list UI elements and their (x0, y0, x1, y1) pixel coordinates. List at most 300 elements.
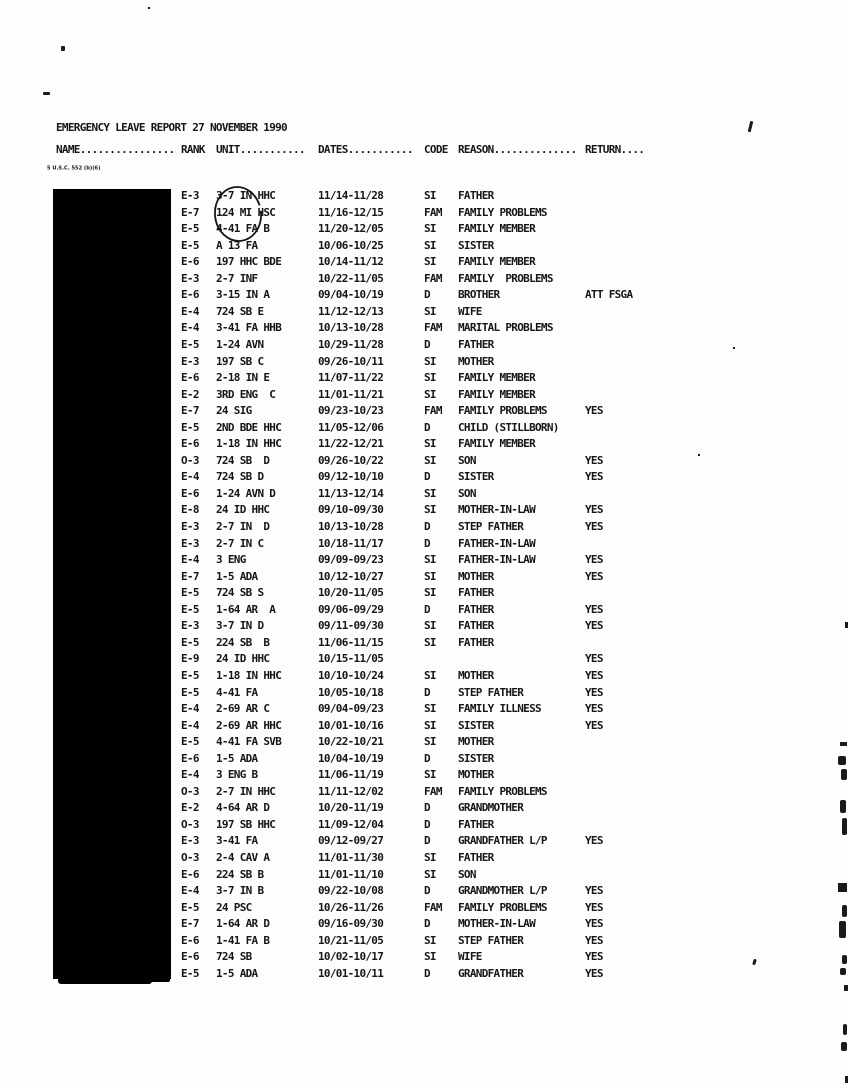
cell-rank: E-3 (181, 354, 199, 368)
cell-unit: 3RD ENG C (216, 387, 276, 401)
cell-reason: WIFE (458, 304, 482, 318)
cell-return: YES (585, 404, 603, 418)
cell-reason: GRANDFATHER L/P (458, 834, 547, 848)
cell-rank: E-7 (181, 917, 199, 931)
cell-return: YES (585, 652, 603, 666)
leave-record-row (0, 322, 848, 339)
leave-record-row (0, 306, 848, 323)
leave-record-row (0, 687, 848, 704)
cell-unit: 1-24 AVN D (216, 486, 276, 500)
report-title: EMERGENCY LEAVE REPORT 27 NOVEMBER 1990 (56, 121, 287, 134)
cell-rank: E-4 (181, 702, 199, 716)
cell-reason: FATHER (458, 619, 494, 633)
cell-dates: 11/11-12/02 (318, 784, 384, 798)
cell-dates: 09/12-10/10 (318, 470, 384, 484)
cell-code: SI (424, 238, 436, 252)
leave-record-row (0, 356, 848, 373)
cell-unit: 2-7 INF (216, 271, 258, 285)
leave-record-row (0, 438, 848, 455)
cell-code: FAM (424, 404, 442, 418)
cell-rank: E-4 (181, 718, 199, 732)
cell-dates: 10/26-11/26 (318, 900, 384, 914)
edge-smudge (843, 1024, 847, 1035)
cell-unit: 1-18 IN HHC (216, 437, 282, 451)
leave-record-row (0, 389, 848, 406)
leave-record-row (0, 289, 848, 306)
cell-reason: FAMILY PROBLEMS (458, 205, 547, 219)
cell-dates: 11/01-11/10 (318, 867, 384, 881)
cell-return: YES (585, 917, 603, 931)
cell-rank: E-5 (181, 420, 199, 434)
cell-dates: 09/22-10/08 (318, 884, 384, 898)
cell-unit: 1-64 AR D (216, 917, 270, 931)
cell-rank: E-5 (181, 685, 199, 699)
cell-unit: 1-41 FA B (216, 933, 270, 947)
cell-reason: MOTHER-IN-LAW (458, 917, 535, 931)
cell-dates: 10/29-11/28 (318, 337, 384, 351)
cell-reason: CHILD (STILLBORN) (458, 420, 559, 434)
cell-dates: 09/26-10/11 (318, 354, 384, 368)
cell-reason: FATHER-IN-LAW (458, 536, 535, 550)
cell-code: SI (424, 255, 436, 269)
cell-dates: 10/01-10/11 (318, 966, 384, 980)
cell-reason: MOTHER (458, 668, 494, 682)
cell-code: D (424, 801, 430, 815)
leave-record-row (0, 637, 848, 654)
cell-code: SI (424, 851, 436, 864)
cell-dates: 11/07-11/22 (318, 371, 384, 385)
cell-rank: E-6 (181, 486, 199, 500)
cell-rank: E-5 (181, 222, 199, 236)
edge-smudge (842, 905, 847, 917)
scan-speck (148, 7, 150, 9)
cell-reason: MOTHER (458, 768, 494, 782)
cell-return: YES (585, 966, 603, 980)
edge-smudge (840, 968, 846, 975)
leave-record-row (0, 504, 848, 521)
leave-record-row (0, 455, 848, 472)
cell-dates: 11/01-11/21 (318, 387, 384, 401)
leave-record-row (0, 190, 848, 207)
leave-record-row (0, 918, 848, 935)
cell-rank: E-6 (181, 288, 199, 302)
edge-smudge (838, 883, 847, 892)
leave-record-row (0, 538, 848, 555)
cell-rank: E-3 (181, 189, 199, 202)
cell-code: FAM (424, 784, 442, 798)
cell-unit: 3-7 IN HHC (216, 189, 276, 202)
cell-rank: E-5 (181, 966, 199, 980)
cell-code: SI (424, 569, 436, 583)
scan-speck (733, 347, 735, 349)
cell-rank: E-5 (181, 668, 199, 682)
cell-rank: E-6 (181, 933, 199, 947)
edge-smudge (840, 800, 846, 813)
cell-unit: 724 SB D (216, 453, 270, 467)
leave-record-row (0, 223, 848, 240)
cell-unit: 724 SB D (216, 470, 264, 484)
leave-record-row (0, 951, 848, 968)
cell-return: YES (585, 718, 603, 732)
cell-code: D (424, 817, 430, 831)
cell-return: YES (585, 685, 603, 699)
cell-return: YES (585, 520, 603, 533)
cell-unit: 3 ENG B (216, 768, 258, 782)
cell-dates: 11/22-12/21 (318, 437, 384, 451)
cell-dates: 10/22-11/05 (318, 271, 384, 285)
cell-unit: 2-4 CAV A (216, 851, 270, 864)
cell-code: SI (424, 453, 436, 467)
cell-dates: 10/21-11/05 (318, 933, 384, 947)
cell-return: YES (585, 470, 603, 484)
cell-unit: 4-41 FA SVB (216, 735, 282, 749)
cell-reason: SISTER (458, 718, 494, 732)
edge-smudge (839, 921, 846, 938)
cell-unit: 3-7 IN B (216, 884, 264, 898)
cell-code: D (424, 420, 430, 434)
cell-code: SI (424, 718, 436, 732)
cell-return: ATT FSGA (585, 288, 633, 302)
column-header-name: NAME................ (56, 143, 175, 156)
cell-code: D (424, 470, 430, 484)
cell-rank: O-3 (181, 453, 199, 467)
cell-return: YES (585, 933, 603, 947)
cell-code: SI (424, 304, 436, 318)
cell-reason: GRANDFATHER (458, 966, 524, 980)
cell-unit: 3-41 FA (216, 834, 258, 848)
cell-rank: E-4 (181, 321, 199, 335)
cell-code: SI (424, 387, 436, 401)
cell-code: SI (424, 354, 436, 368)
cell-dates: 09/06-09/29 (318, 602, 384, 616)
cell-unit: 2ND BDE HHC (216, 420, 282, 434)
edge-smudge (841, 769, 847, 780)
cell-code: SI (424, 619, 436, 633)
cell-code: SI (424, 486, 436, 500)
cell-reason: WIFE (458, 950, 482, 964)
cell-unit: 4-64 AR D (216, 801, 270, 815)
cell-dates: 10/12-10/27 (318, 569, 384, 583)
leave-record-row (0, 885, 848, 902)
cell-unit: A 13 FA (216, 238, 258, 252)
cell-reason: MARITAL PROBLEMS (458, 321, 553, 335)
cell-unit: 3-7 IN D (216, 619, 264, 633)
leave-record-row (0, 819, 848, 836)
cell-code: FAM (424, 205, 442, 219)
cell-reason: FATHER (458, 586, 494, 600)
cell-reason: FAMILY PROBLEMS (458, 900, 547, 914)
cell-dates: 09/16-09/30 (318, 917, 384, 931)
leave-record-row (0, 604, 848, 621)
leave-record-row (0, 587, 848, 604)
cell-reason: FATHER (458, 817, 494, 831)
cell-reason: SISTER (458, 238, 494, 252)
cell-rank: E-7 (181, 569, 199, 583)
leave-record-row (0, 273, 848, 290)
cell-reason: MOTHER (458, 735, 494, 749)
cell-code: D (424, 834, 430, 848)
cell-reason: SON (458, 453, 476, 467)
cell-rank: E-3 (181, 520, 199, 533)
cell-dates: 10/20-11/05 (318, 586, 384, 600)
cell-rank: E-3 (181, 271, 199, 285)
cell-dates: 11/01-11/30 (318, 851, 384, 864)
cell-return: YES (585, 553, 603, 567)
cell-rank: E-3 (181, 536, 199, 550)
cell-unit: 24 ID HHC (216, 503, 270, 517)
cell-reason: FATHER (458, 602, 494, 616)
cell-code: SI (424, 702, 436, 716)
cell-rank: E-7 (181, 404, 199, 418)
cell-dates: 10/13-10/28 (318, 520, 384, 533)
cell-code: SI (424, 189, 436, 202)
cell-unit: 1-5 ADA (216, 569, 258, 583)
leave-record-row (0, 554, 848, 571)
cell-dates: 11/06-11/19 (318, 768, 384, 782)
edge-smudge (842, 818, 847, 835)
cell-rank: E-5 (181, 602, 199, 616)
leave-record-row (0, 769, 848, 786)
cell-rank: E-6 (181, 437, 199, 451)
cell-unit: 1-18 IN HHC (216, 668, 282, 682)
cell-unit: 4-41 FA (216, 685, 258, 699)
cell-dates: 10/14-11/12 (318, 255, 384, 269)
cell-return: YES (585, 453, 603, 467)
cell-reason: FAMILY MEMBER (458, 437, 535, 451)
cell-code: SI (424, 503, 436, 517)
leave-record-row (0, 835, 848, 852)
cell-reason: FATHER (458, 635, 494, 649)
cell-unit: 4-41 FA B (216, 222, 270, 236)
cell-unit: 197 SB HHC (216, 817, 276, 831)
cell-unit: 2-7 IN D (216, 520, 270, 533)
leave-record-row (0, 736, 848, 753)
cell-code: D (424, 917, 430, 931)
cell-reason: FATHER (458, 189, 494, 202)
leave-record-row (0, 670, 848, 687)
cell-reason: MOTHER (458, 354, 494, 368)
cell-reason: GRANDMOTHER L/P (458, 884, 547, 898)
cell-code: SI (424, 635, 436, 649)
cell-return: YES (585, 503, 603, 517)
cell-dates: 11/13-12/14 (318, 486, 384, 500)
cell-rank: E-6 (181, 371, 199, 385)
cell-dates: 09/11-09/30 (318, 619, 384, 633)
cell-reason: STEP FATHER (458, 933, 524, 947)
cell-return: YES (585, 834, 603, 848)
cell-reason: SON (458, 867, 476, 881)
cell-rank: E-5 (181, 900, 199, 914)
cell-rank: O-3 (181, 851, 199, 864)
leave-record-row (0, 471, 848, 488)
edge-smudge (841, 1042, 847, 1051)
cell-unit: 197 HHC BDE (216, 255, 282, 269)
cell-reason: SON (458, 486, 476, 500)
leave-record-row (0, 720, 848, 737)
leave-record-row (0, 240, 848, 257)
leave-record-row (0, 852, 848, 869)
cell-dates: 10/10-10/24 (318, 668, 384, 682)
cell-rank: E-4 (181, 304, 199, 318)
leave-record-row (0, 786, 848, 803)
cell-reason: MOTHER-IN-LAW (458, 503, 535, 517)
cell-rank: E-7 (181, 205, 199, 219)
leave-record-row (0, 488, 848, 505)
cell-reason: FATHER-IN-LAW (458, 553, 535, 567)
edge-smudge (844, 985, 848, 991)
cell-dates: 10/13-10/28 (318, 321, 384, 335)
cell-code: SI (424, 371, 436, 385)
cell-dates: 10/06-10/25 (318, 238, 384, 252)
cell-return: YES (585, 619, 603, 633)
cell-unit: 2-7 IN C (216, 536, 264, 550)
edge-smudge (842, 955, 847, 964)
leave-record-row (0, 935, 848, 952)
cell-rank: E-2 (181, 387, 199, 401)
cell-dates: 10/01-10/16 (318, 718, 384, 732)
cell-reason: FAMILY MEMBER (458, 387, 535, 401)
edge-smudge (838, 756, 846, 765)
column-header-reason: REASON.............. (458, 143, 577, 156)
cell-code: D (424, 288, 430, 302)
leave-record-row (0, 339, 848, 356)
cell-rank: E-5 (181, 586, 199, 600)
cell-reason: GRANDMOTHER (458, 801, 524, 815)
cell-dates: 10/18-11/17 (318, 536, 384, 550)
cell-rank: E-6 (181, 950, 199, 964)
leave-record-row (0, 802, 848, 819)
handwritten-circle-annotation (205, 180, 277, 252)
column-header-unit: UNIT........... (216, 143, 305, 156)
leave-record-row (0, 869, 848, 886)
cell-return: YES (585, 569, 603, 583)
cell-code: FAM (424, 900, 442, 914)
leave-record-row (0, 571, 848, 588)
cell-dates: 11/12-12/13 (318, 304, 384, 318)
leave-record-row (0, 902, 848, 919)
cell-reason: FAMILY MEMBER (458, 255, 535, 269)
cell-code: SI (424, 867, 436, 881)
cell-dates: 11/14-11/28 (318, 189, 384, 202)
edge-smudge (840, 742, 847, 746)
cell-dates: 09/10-09/30 (318, 503, 384, 517)
leave-record-row (0, 968, 848, 985)
leave-record-row (0, 207, 848, 224)
cell-unit: 724 SB (216, 950, 252, 964)
cell-return: YES (585, 668, 603, 682)
cell-unit: 1-24 AVN (216, 337, 264, 351)
cell-rank: E-4 (181, 553, 199, 567)
cell-unit: 2-18 IN E (216, 371, 270, 385)
cell-reason: FAMILY PROBLEMS (458, 784, 547, 798)
cell-dates: 09/23-10/23 (318, 404, 384, 418)
cell-rank: E-5 (181, 238, 199, 252)
cell-reason: STEP FATHER (458, 520, 524, 533)
pen-tick-mark (748, 121, 753, 132)
leave-record-row (0, 405, 848, 422)
leave-record-row (0, 753, 848, 770)
cell-rank: E-5 (181, 735, 199, 749)
cell-reason: BROTHER (458, 288, 500, 302)
cell-unit: 24 PSC (216, 900, 252, 914)
cell-code: SI (424, 933, 436, 947)
cell-rank: E-6 (181, 867, 199, 881)
cell-code: FAM (424, 271, 442, 285)
leave-record-row (0, 256, 848, 273)
cell-unit: 224 SB B (216, 635, 270, 649)
cell-unit: 24 ID HHC (216, 652, 270, 666)
column-header-code: CODE (424, 143, 448, 156)
cell-return: YES (585, 602, 603, 616)
cell-rank: E-6 (181, 255, 199, 269)
cell-unit: 124 MI HSC (216, 205, 276, 219)
leave-record-row (0, 422, 848, 439)
cell-code: SI (424, 586, 436, 600)
cell-code: D (424, 602, 430, 616)
cell-reason: MOTHER (458, 569, 494, 583)
cell-unit: 2-69 AR HHC (216, 718, 282, 732)
cell-dates: 09/09-09/23 (318, 553, 384, 567)
cell-reason: SISTER (458, 470, 494, 484)
column-header-dates: DATES........... (318, 143, 413, 156)
cell-reason: FAMILY MEMBER (458, 222, 535, 236)
cell-unit: 1-5 ADA (216, 751, 258, 765)
cell-dates: 11/05-12/06 (318, 420, 384, 434)
cell-unit: 24 SIG (216, 404, 252, 418)
cell-unit: 2-7 IN HHC (216, 784, 276, 798)
cell-code: D (424, 685, 430, 699)
cell-reason: FAMILY PROBLEMS (458, 404, 547, 418)
cell-unit: 1-64 AR A (216, 602, 276, 616)
cell-dates: 09/12-09/27 (318, 834, 384, 848)
cell-reason: FAMILY ILLNESS (458, 702, 541, 716)
cell-dates: 11/20-12/05 (318, 222, 384, 236)
cell-code: D (424, 966, 430, 980)
cell-dates: 10/04-10/19 (318, 751, 384, 765)
cell-code: D (424, 751, 430, 765)
cell-code: D (424, 337, 430, 351)
cell-rank: E-3 (181, 619, 199, 633)
cell-unit: 1-5 ADA (216, 966, 258, 980)
cell-rank: O-3 (181, 784, 199, 798)
cell-unit: 724 SB S (216, 586, 264, 600)
cell-unit: 2-69 AR C (216, 702, 270, 716)
leave-record-row (0, 653, 848, 670)
cell-return: YES (585, 950, 603, 964)
cell-code: SI (424, 735, 436, 749)
cell-rank: E-3 (181, 834, 199, 848)
leave-record-row (0, 620, 848, 637)
column-header-rank: RANK (181, 143, 205, 156)
cell-rank: E-8 (181, 503, 199, 517)
cell-return: YES (585, 900, 603, 914)
cell-code: SI (424, 222, 436, 236)
cell-rank: O-3 (181, 817, 199, 831)
cell-code: SI (424, 553, 436, 567)
cell-dates: 10/02-10/17 (318, 950, 384, 964)
cell-rank: E-4 (181, 470, 199, 484)
scan-speck (61, 46, 65, 51)
cell-dates: 10/15-11/05 (318, 652, 384, 666)
cell-unit: 3-15 IN A (216, 288, 270, 302)
cell-rank: E-4 (181, 884, 199, 898)
cell-rank: E-5 (181, 337, 199, 351)
cell-reason: STEP FATHER (458, 685, 524, 699)
cell-dates: 10/20-11/19 (318, 801, 384, 815)
cell-unit: 197 SB C (216, 354, 264, 368)
cell-dates: 11/16-12/15 (318, 205, 384, 219)
cell-reason: FAMILY MEMBER (458, 371, 535, 385)
